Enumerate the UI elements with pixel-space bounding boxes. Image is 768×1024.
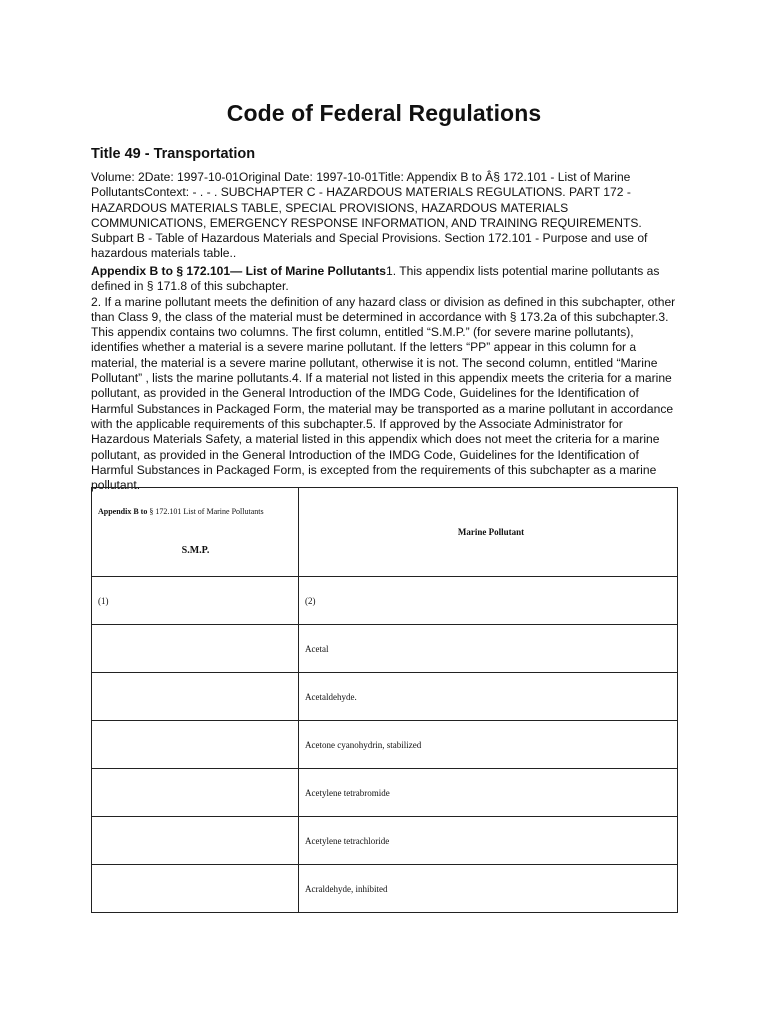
column-number-2: (2)	[299, 577, 678, 625]
column-number-row	[92, 577, 678, 625]
column-header-marine-pollutant: Marine Pollutant	[299, 488, 678, 577]
pollutant-cell: Acraldehyde, inhibited	[299, 865, 678, 913]
column-header-smp: S.M.P.	[181, 545, 210, 556]
pollutant-cell: Acetal	[299, 625, 678, 673]
table-header-row	[92, 488, 678, 577]
metadata-paragraph: Volume: 2Date: 1997-10-01Original Date: 1997-10-01Title: Appendix B to Â§ 172.101 - List of Marine PollutantsContext: - . - . SUBCHAPTER C - HAZARDOUS MATERIALS REGULATIONS. PART 172 - HAZARDOUS MATERIALS TABLE, SPECIAL PROVISIONS, HAZARDOUS MATERIALS COMMUNICATIONS, EMERGENCY RESPONSE INFORMATION, AND TRAINING REQUIREMENTS. Subpart B - Table of Hazardous Materials and Special Provisions. Section 172.101 - Purpose and use of hazardous materials table..	[91, 170, 648, 261]
section-title: Title 49 - Transportation	[91, 146, 256, 162]
appendix-paragraph-2: 2. If a marine pollutant meets the definition of any hazard class or division as defined in this subchapter, other than Class 9, the class of the material must be determined in accordance with § 173.2a of this subchapter.3. This appendix contains two columns. The first column, entitled “S.M.P.” (for severe marine pollutants), identifies whether a material is a severe marine pollutant. If the letters “PP” appear in this column for a material, the material is a severe marine pollutant, otherwise it is not. The second column, entitled “Marine Pollutant” , lists the marine pollutants.4. If a material not listed in this appendix meets the criteria for a marine pollutant, as provided in the General Introduction of the IMDG Code, Guidelines for the Identification of Harmful Substances in Packaged Form, the material may be transported as a marine pollutant in accordance with the applicable requirements of this subchapter.5. If approved by the Associate Administrator for Hazardous Materials Safety, a material listed in this appendix which does not meet the criteria for a marine pollutant, as provided in the General Introduction of the IMDG Code, Guidelines for the Identification of Harmful Substances in Packaged Form, is excepted from the requirements of this subchapter as a marine pollutant.	[91, 294, 676, 493]
table-row	[92, 769, 678, 817]
pollutant-cell: Acetaldehyde.	[299, 673, 678, 721]
table-caption-bold: Appendix B to	[98, 507, 148, 516]
table-row	[92, 865, 678, 913]
smp-cell	[92, 817, 299, 865]
column-number-1: (1)	[92, 577, 299, 625]
smp-cell	[92, 721, 299, 769]
appendix-item-1: 1. This appendix lists potential marine pollutants as defined in § 171.8 of this subchapter.	[91, 264, 660, 294]
table-row	[92, 817, 678, 865]
table-caption-rest: § 172.101 List of Marine Pollutants	[147, 507, 264, 516]
appendix-text	[91, 264, 681, 493]
header-cell-smp	[92, 488, 299, 577]
smp-cell	[92, 769, 299, 817]
table-row	[92, 625, 678, 673]
page-title: Code of Federal Regulations	[226, 100, 542, 126]
table-row	[92, 673, 678, 721]
table-caption	[98, 506, 288, 517]
appendix-heading: Appendix B to § 172.101— List of Marine Pollutants	[91, 264, 387, 278]
pollutant-cell: Acetylene tetrachloride	[299, 817, 678, 865]
appendix-paragraph-1	[91, 264, 681, 295]
smp-cell	[92, 625, 299, 673]
pollutant-cell: Acetylene tetrabromide	[299, 769, 678, 817]
smp-cell	[92, 865, 299, 913]
marine-pollutants-table	[91, 487, 678, 913]
smp-cell	[92, 673, 299, 721]
pollutant-cell: Acetone cyanohydrin, stabilized	[299, 721, 678, 769]
table-row	[92, 721, 678, 769]
